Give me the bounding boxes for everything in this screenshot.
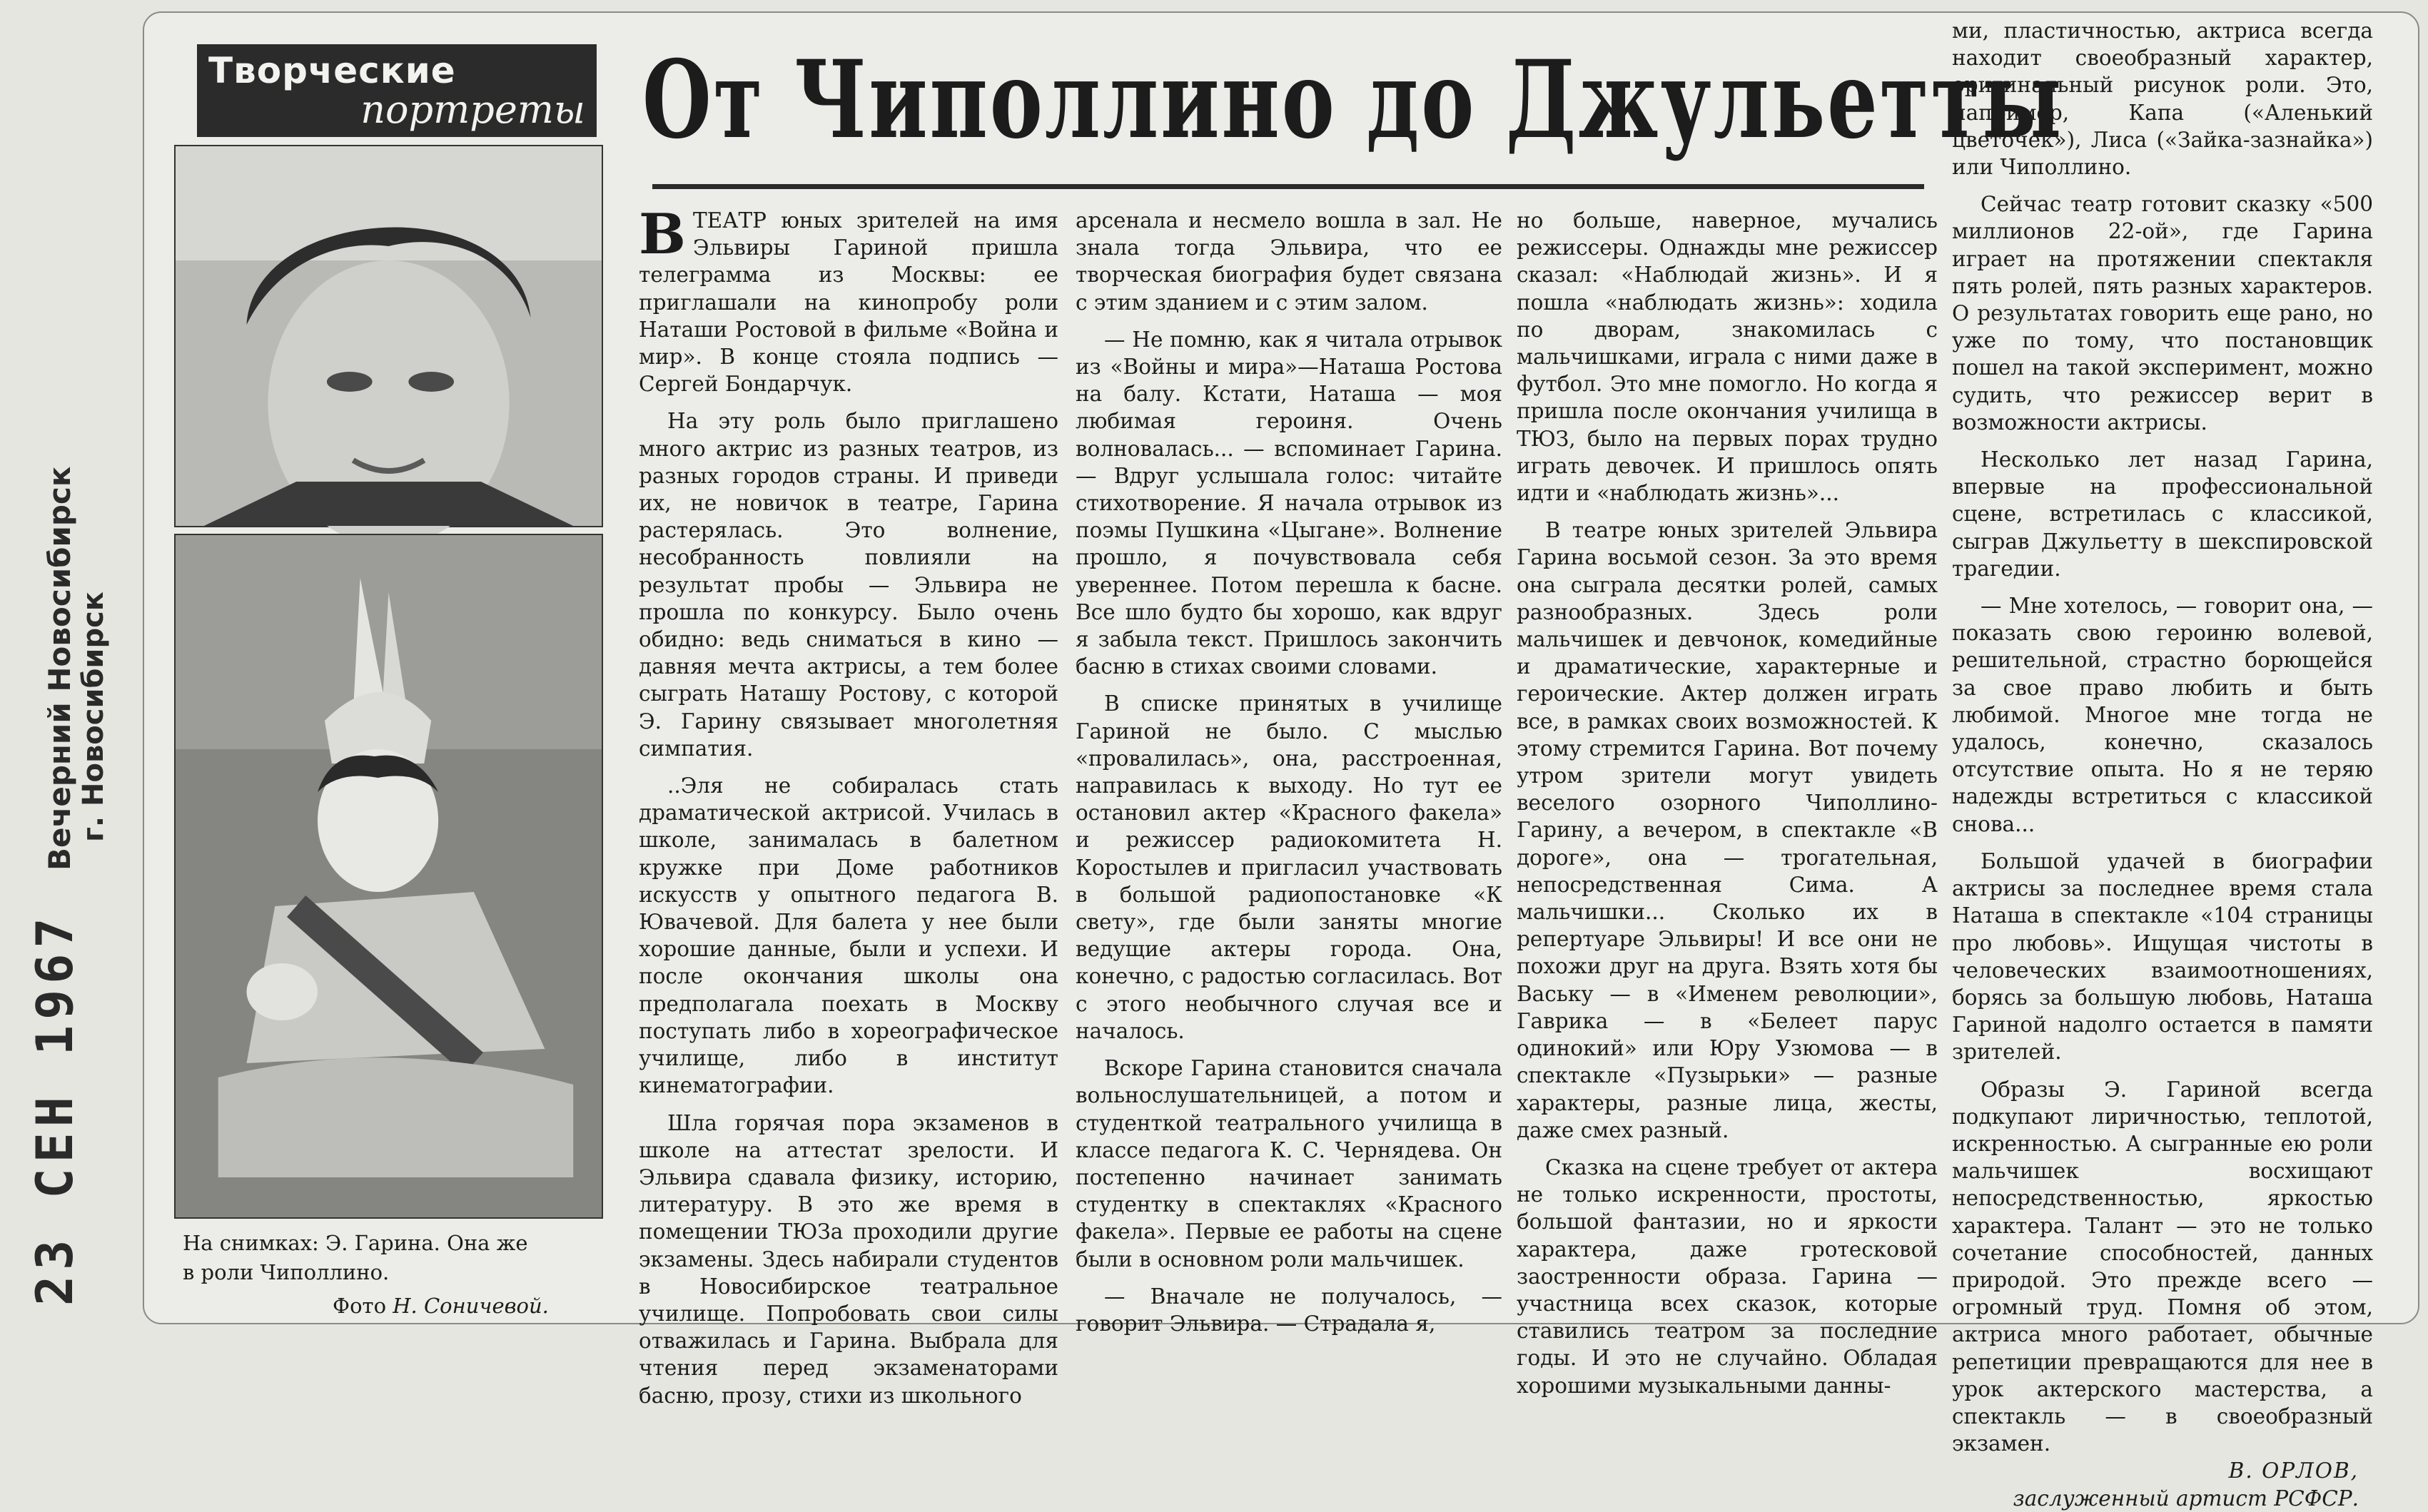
caption-line-1: На снимках: Э. Гарина. Она же	[183, 1231, 528, 1255]
newspaper-city: г. Новосибирск	[77, 592, 111, 842]
article-paragraph: Шла горячая пора экзаменов в школе на аттестат зрелости. И Эльвира сдавала физику, историю, литературу. В это же время в помещении ТЮЗа проходили другие экзамены. Здесь набирали студентов в Новосибирское театральное училище. Попробовать свои силы отважилась и Гарина. Выбрала для чтения перед экзаменаторами басню, прозу, стихи из школьного	[639, 1110, 1058, 1408]
article-column-4	[1952, 17, 2373, 1511]
article-paragraph: Несколько лет назад Гарина, впервые на профессиональной сцене, встретилась с классикой, сыграв Джульетту в шекспировской трагедии.	[1952, 447, 2373, 581]
article-paragraph: Большой удачей в биографии актрисы за последнее время стала Наташа в спектакле «104 страницы про любовь». Ищущая чистоты в человеческих взаимоотношениях, борясь за большую любовь, Наташа Гариной надолго остается в памяти зрителей.	[1952, 848, 2373, 1065]
headline: От Чиполлино до Джульетты	[642, 37, 2064, 163]
article-paragraph: — Не помню, как я читала отрывок из «Войны и мира»—Наташа Ростова на балу. Кстати, Наташа — моя любимая героиня. Очень волновалась... — вспоминает Гарина. — Вдруг услышала голос: читайте стихотворение. Я начала отрывок из поэмы Пушкина «Цыгане». Волнение прошло, я почувствовала себя увереннее. Потом перешла к басне. Все шло будто бы хорошо, как вдруг я забыла текст. Пришлось закончить басню в стихах своими словами.	[1076, 327, 1502, 679]
article-paragraph: Сейчас театр готовит сказку «500 миллионов 22-ой», где Гарина играет на протяжении спектакля пять ролей, пять разных характеров. О результатах говорить еще рано, но уже по тому, что постановщик пошел на такой эксперимент, можно судить, что режиссер верит в возможности актрисы.	[1952, 192, 2373, 435]
article-paragraph: На эту роль было приглашено много актрис из разных театров, из разных городов страны. И приведи их, не новичок в театре, Гарина растерялась. Это волнение, несобранность повлияли на результат пробы — Эльвира не прошла по конкурсу. Было очень обидно: ведь сниматься в кино — давняя мечта актрисы, а тем более сыграть Наташу Ростову, с которой Э. Гарину связывает многолетняя симпатия.	[639, 409, 1058, 761]
article-paragraph: арсенала и несмело вошла в зал. Не знала тогда Эльвира, что ее творческая биография будет связана с этим зданием и с этим залом.	[1076, 208, 1502, 315]
photo-caption	[183, 1229, 597, 1321]
author-name: В. ОРЛОВ,	[2228, 1458, 2359, 1483]
article-paragraph: Вскоре Гарина становится сначала вольнослушательницей, а потом и студенткой театрального училища в классе педагога К. С. Чернядева. Он постепенно начинает занимать студентку в спектаклях «Красного факела». Первые ее работы на сцене были в основном роли мальчишек.	[1076, 1056, 1502, 1272]
article-column-1	[639, 202, 1058, 1408]
section-rubric	[197, 44, 597, 137]
article-paragraph: В списке принятых в училище Гариной не было. С мыслью «провалилась», она, расстроенная, направилась к выходу. Но тут ее остановил актер «Красного факела» и режиссер радиокомитета Н. Коростылев и пригласил участвовать в большой радиопостановке «К свету», где были заняты многие ведущие актеры города. Она, конечно, с радостью согласилась. Вот с этого необычного случая все и началось.	[1076, 691, 1502, 1043]
newspaper-name: Вечерний Новосибирск	[42, 466, 77, 871]
drop-cap: В	[639, 202, 686, 267]
paragraph-text: ТЕАТР юных зрителей на имя Эльвиры Гариной пришла телеграмма из Москвы: ее приглашали на кинопробу роли Наташи Ростовой в фильме «Война и мир». В конце стояла подпись — Сергей Бондарчук.	[639, 208, 1058, 397]
newspaper-stamp	[43, 467, 110, 871]
article-column-2	[1076, 207, 1502, 1336]
author-signature	[1952, 1457, 2373, 1511]
article-paragraph: Образы Э. Гариной всегда подкупают лиричностью, теплотой, искренностью. А сыгранные ею роли мальчишек восхищают непосредственностью, яркостью характера. Талант — это не только сочетание способностей, данных природой. Это прежде всего — огромный труд. Помня об этом, актриса много работает, обычные репетиции превращаются для нее в урок актерского мастерства, а спектакль — в своеобразный экзамен.	[1952, 1077, 2373, 1456]
author-title: заслуженный артист РСФСР.	[2013, 1486, 2359, 1511]
date-stamp: 23 СЕН 1967	[26, 912, 84, 1306]
article-paragraph: — Мне хотелось, — говорит она, — показать свою героиню волевой, решительной, страстно борющейся за свое право любить и быть любимой. Многое мне тогда не удалось, конечно, сказалось отсутствие опыта. Но я не теряю надежды встретиться с классикой снова...	[1952, 594, 2373, 836]
article-paragraph: но больше, наверное, мучались режиссеры. Однажды мне режиссер сказал: «Наблюдай жизнь». И я пошла «наблюдать жизнь»: ходила по дворам, знакомилась с мальчишками, играла с ними даже в футбол. Это мне помогло. Но когда я пришла после окончания училища в ТЮЗ, было на первых порах трудно играть девочек. И пришлось опять идти и «наблюдать жизнь»...	[1517, 208, 1938, 506]
rubric-line-1: Творческие	[208, 50, 456, 91]
article-paragraph: ..Эля не собиралась стать драматической актрисой. Училась в школе, занималась в балетном кружке при Доме работников искусств у опытного педагога В. Ювачевой. Для балета у нее были хорошие данные, были и успехи. И после окончания школы она предполагала поехать в Москву поступать либо в хореографическое училище, либо в институт кинематографии.	[639, 773, 1058, 1098]
article-column-3	[1517, 207, 1938, 1398]
article-paragraph	[639, 202, 1058, 397]
credit-prefix: Фото	[333, 1294, 387, 1318]
portrait-photo	[174, 145, 603, 527]
credit-name: Н. Соничевой.	[393, 1294, 549, 1318]
photo-credit	[333, 1292, 597, 1321]
article-paragraph: В театре юных зрителей Эльвира Гарина восьмой сезон. За это время она сыграла десятки ролей, самых разнообразных. Здесь роли мальчишек и девчонок, комедийные и драматические, характерные и героические. Актер должен играть все, в рамках своих возможностей. К этому стремится Гарина. Вот почему утром зрители могут увидеть веселого озорного Чиполлино-Гарину, а вечером, в спектакле «В дороге», она — трогательная, непосредственная Сима. А мальчишки... Сколько их в репертуаре Эльвиры! И все они не похожи друг на друга. Взять хотя бы Ваську — в «Именем революции», Гаврика — в «Белеет парус одинокий» или Юру Узюмова — в спектакле «Пузырьки» — разные характеры, разные лица, жесты, даже смех разный.	[1517, 518, 1938, 1142]
article-paragraph: — Вначале не получалось, — говорит Эльвира. — Страдала я,	[1076, 1284, 1502, 1336]
article-paragraph: Сказка на сцене требует от актера не только искренности, простоты, большой фантазии, но и яркости характера, даже гротесковой заостренности образа. Гарина — участница всех сказок, которые ставились театром за последние годы. И это не случайно. Обладая хорошими музыкальными данны-	[1517, 1155, 1938, 1398]
caption-line-2: в роли Чиполлино.	[183, 1260, 390, 1284]
rubric-line-2: портреты	[360, 87, 585, 132]
headline-rule	[652, 184, 1924, 189]
chipollino-role-photo	[174, 534, 603, 1219]
article-paragraph: ми, пластичностью, актриса всегда находит своеобразный характер, оригинальный рисунок роли. Это, например, Капа («Аленький цветочек»), Лиса («Зайка-зазнайка») или Чиполлино.	[1952, 19, 2373, 180]
